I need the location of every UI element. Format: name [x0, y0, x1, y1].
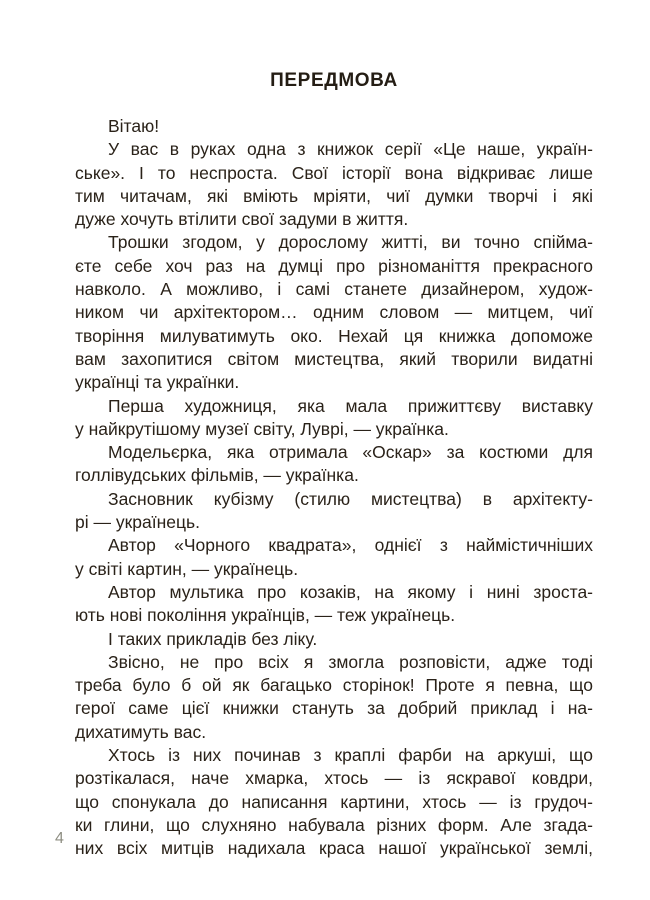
- text-line: єте себе хоч раз на думці про різноманіття прекрасного: [75, 255, 593, 276]
- text-line: у світі картин, — українець.: [75, 558, 299, 579]
- text-line: дуже хочуть втілити свої задуми в життя.: [75, 209, 409, 230]
- text-line: ють нові покоління українців, — теж українець.: [75, 605, 456, 626]
- text-line: Модельєрка, яка отримала «Оскар» за костюми для: [108, 442, 593, 463]
- text-line: у найкрутішому музеї світу, Луврі, — українка.: [75, 418, 449, 439]
- text-line: українці та українки.: [75, 372, 240, 393]
- preface-text: [75, 115, 593, 861]
- text-line: навколо. А можливо, і самі станете дизайнером, худож-: [75, 279, 593, 300]
- text-line: голлівудських фільмів, — українка.: [75, 465, 359, 486]
- text-line: Хтось із них починав з краплі фарби на аркуші, що: [108, 745, 593, 766]
- page-title: ПЕРЕДМОВА: [270, 70, 398, 91]
- text-line: Вітаю!: [108, 116, 160, 136]
- text-line: треба було б ой як багацько сторінок! Проте я певна, що: [75, 675, 593, 696]
- text-line: що спонукала до написання картини, хтось — із грудоч-: [75, 791, 593, 812]
- text-line: У вас в руках одна з книжок серії «Це наше, україн-: [108, 139, 593, 160]
- text-line: творіння милуватимуть око. Нехай ця книжка допоможе: [75, 325, 593, 346]
- page-number: 4: [55, 830, 64, 847]
- text-line: них всіх митців надихала краса нашої української землі,: [75, 838, 593, 859]
- text-line: І таких прикладів без ліку.: [108, 628, 318, 649]
- text-line: ське». І то неспроста. Свої історії вона відкриває лише: [75, 162, 593, 183]
- text-line: Звісно, не про всіх я змогла розповісти, адже тоді: [108, 651, 593, 672]
- text-line: Автор мультика про козаків, на якому і нині зроста-: [108, 581, 593, 602]
- text-line: тим читачам, які вміють мріяти, чиї думки творчі і які: [75, 185, 593, 206]
- text-line: Автор «Чорного квадрата», однієї з наймістичніших: [108, 535, 593, 556]
- text-line: ки глини, що слухняно набувала різних форм. Але згада-: [75, 814, 593, 835]
- text-line: розтікалася, наче хмарка, хтось — із яскравої ковдри,: [75, 768, 593, 789]
- text-line: герої саме цієї книжки стануть за добрий приклад і на-: [75, 698, 593, 719]
- text-line: ником чи архітектором… одним словом — митцем, чиї: [75, 302, 593, 323]
- text-line: Трошки згодом, у дорослому житті, ви точно спійма-: [108, 232, 593, 253]
- text-line: дихатимуть вас.: [75, 721, 207, 742]
- text-line: Перша художниця, яка мала прижиттєву виставку: [108, 395, 593, 416]
- text-line: рі — українець.: [75, 512, 200, 533]
- text-line: вам захопитися світом мистецтва, який творили видатні: [75, 348, 593, 369]
- text-line: Засновник кубізму (стилю мистецтва) в архітекту-: [108, 488, 593, 509]
